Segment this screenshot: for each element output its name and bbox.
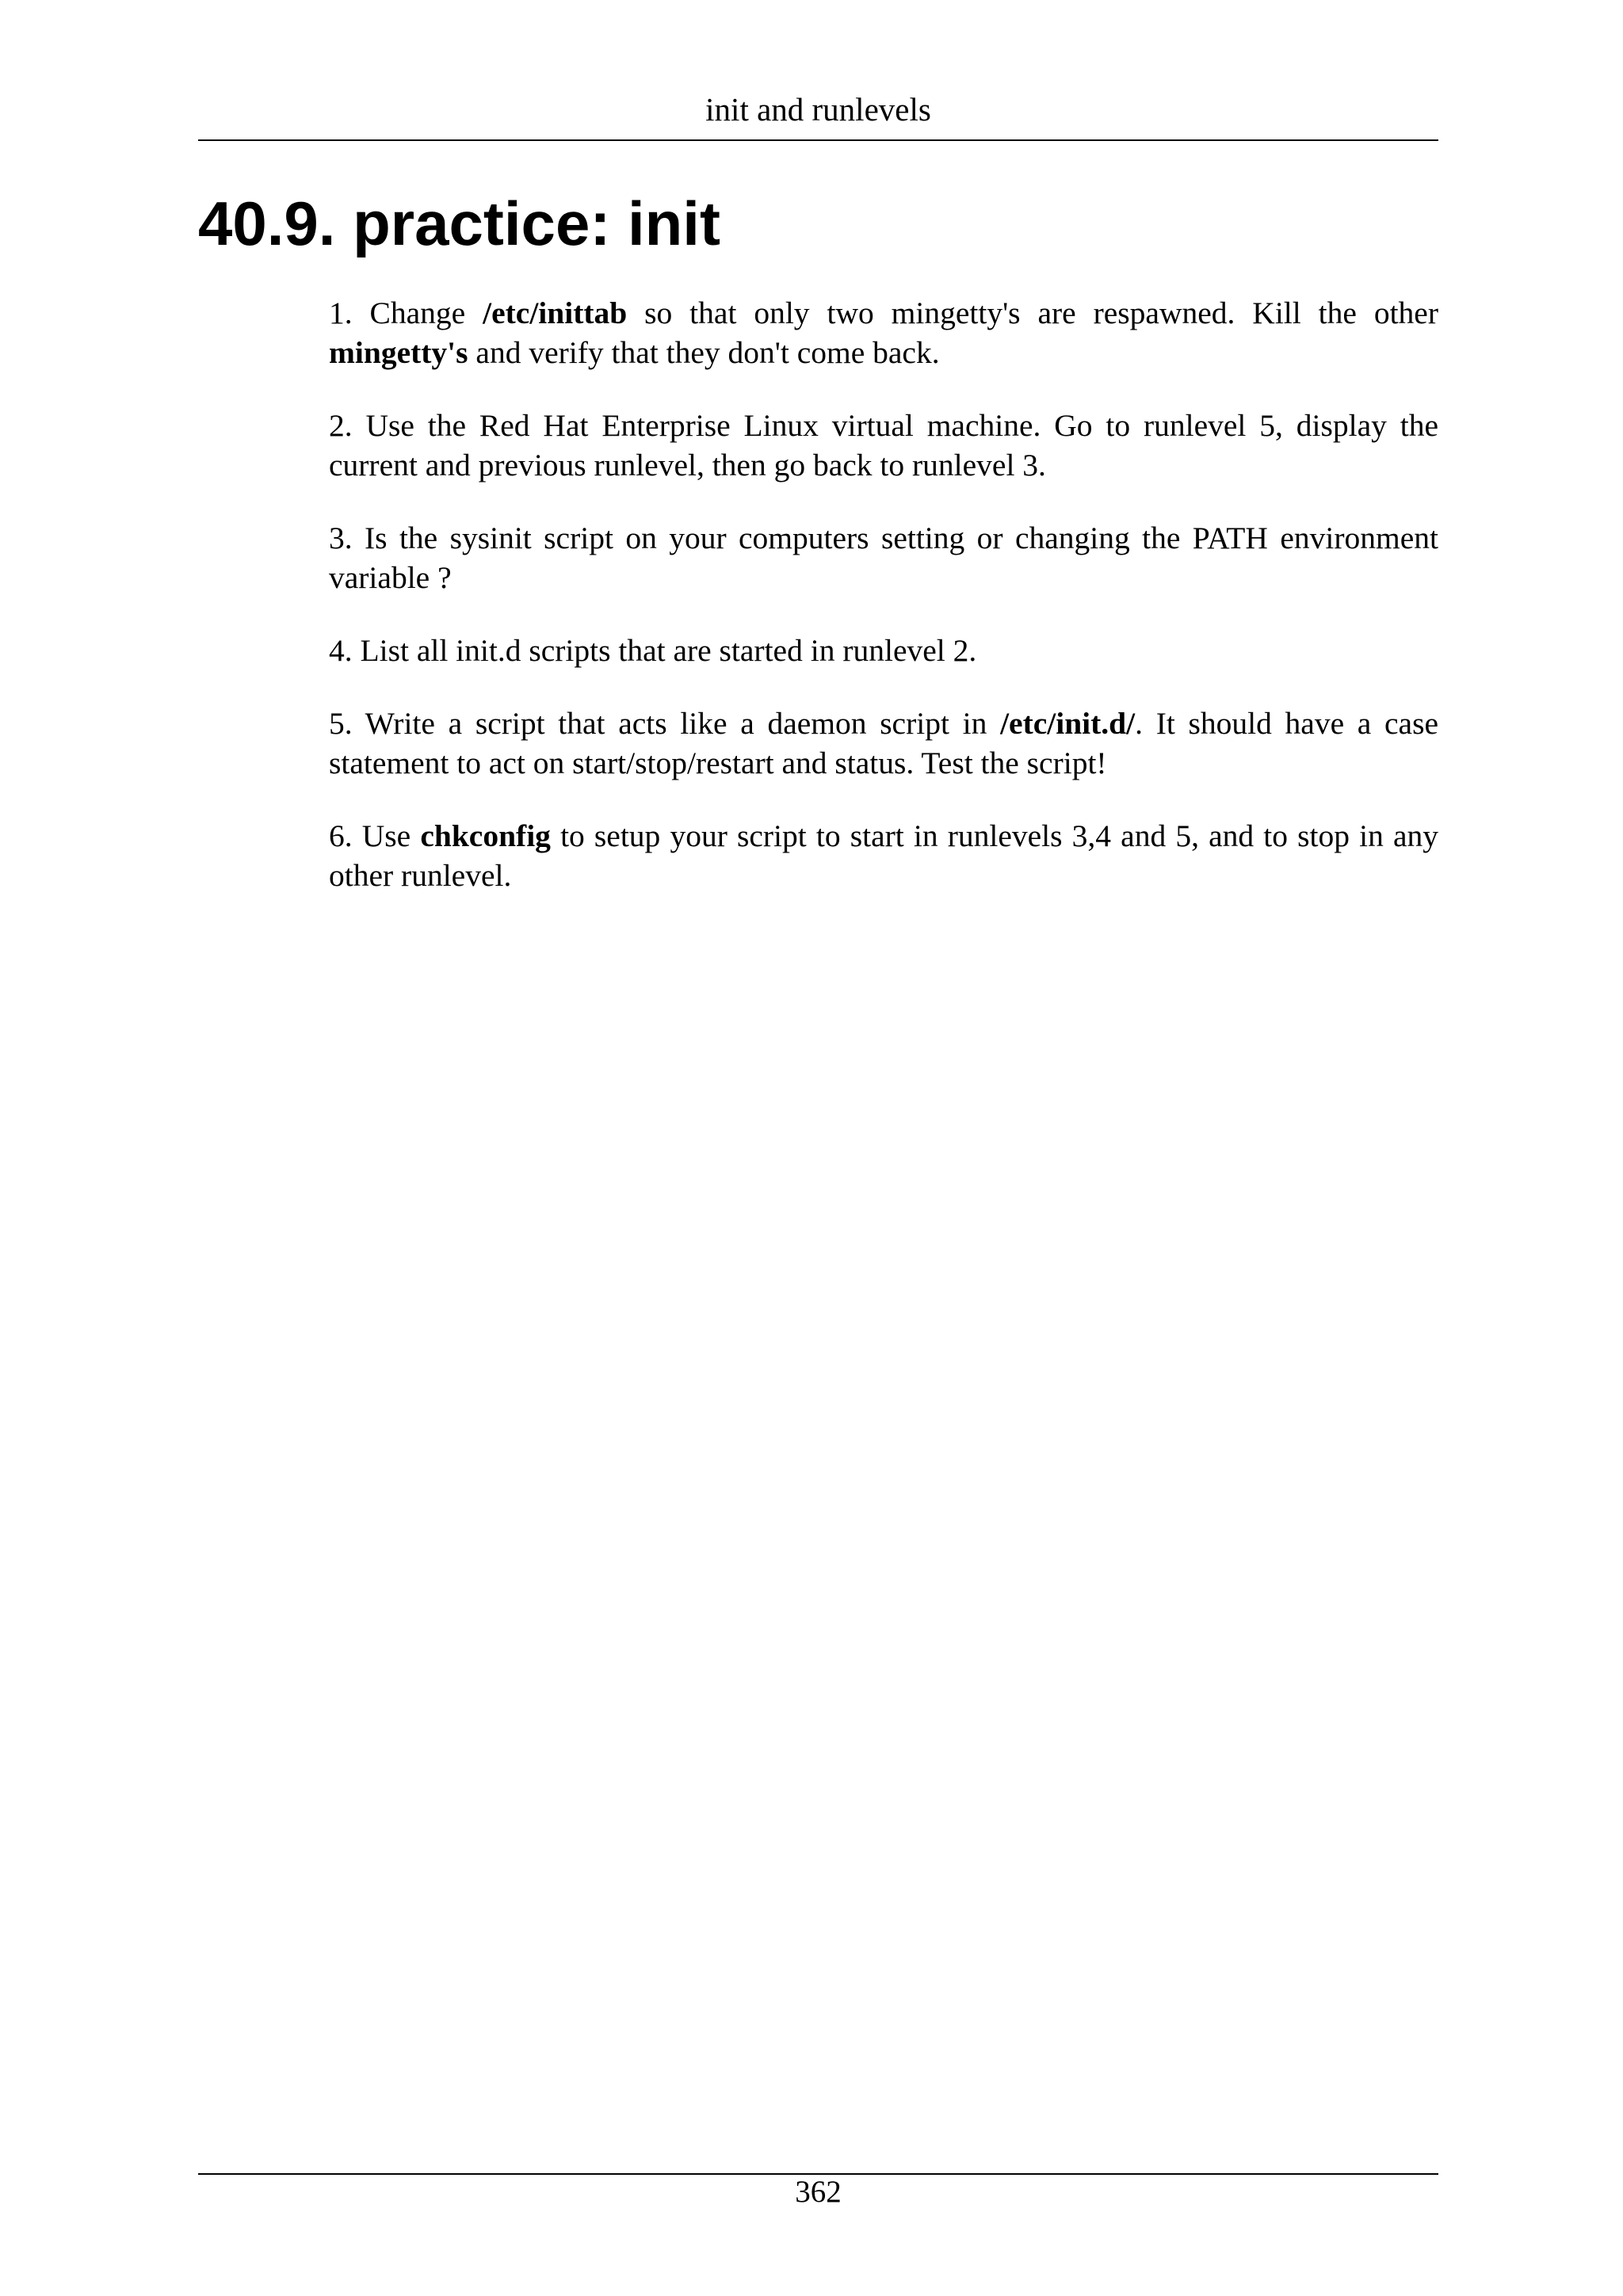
- header-divider: [198, 139, 1438, 141]
- section-title: 40.9. practice: init: [198, 189, 720, 258]
- exercise-path-inittab: /etc/inittab: [483, 296, 628, 330]
- exercise-text: . It should have a case statement to act on start/stop/restart and status. Test the script!: [329, 706, 1438, 780]
- exercise-path-initd: /etc/init.d/: [1000, 706, 1136, 741]
- exercise-text: so that only two mingetty's are respawned. Kill the other: [627, 296, 1438, 330]
- page-number: 362: [795, 2175, 842, 2209]
- exercise-item-3: [329, 518, 1438, 597]
- exercise-text: 3. Is the sysinit script on your computers setting or changing the PATH environment variable ?: [329, 521, 1438, 595]
- exercise-text: 4. List all init.d scripts that are started in runlevel 2.: [329, 633, 977, 668]
- running-header: init and runlevels: [705, 91, 931, 128]
- exercise-text: 2. Use the Red Hat Enterprise Linux virtual machine. Go to runlevel 5, display the current and previous runlevel, then go back to runlevel 3.: [329, 408, 1438, 482]
- exercise-text: to setup your script to start in runlevels 3,4 and 5, and to stop in any other runlevel.: [329, 818, 1438, 893]
- exercise-text: 5. Write a script that acts like a daemon script in: [329, 706, 1001, 741]
- exercise-command-chkconfig: chkconfig: [420, 818, 551, 853]
- exercise-item-1: [329, 293, 1438, 372]
- exercise-item-6: [329, 816, 1438, 895]
- exercise-text: 1. Change: [329, 296, 483, 330]
- exercise-term-mingetty: mingetty's: [329, 335, 468, 370]
- exercise-text: 6. Use: [329, 818, 421, 853]
- exercise-item-4: [329, 631, 1438, 670]
- exercise-item-5: [329, 704, 1438, 783]
- exercise-text: and verify that they don't come back.: [468, 335, 940, 370]
- exercise-item-2: [329, 406, 1438, 485]
- exercise-list: [329, 293, 1438, 929]
